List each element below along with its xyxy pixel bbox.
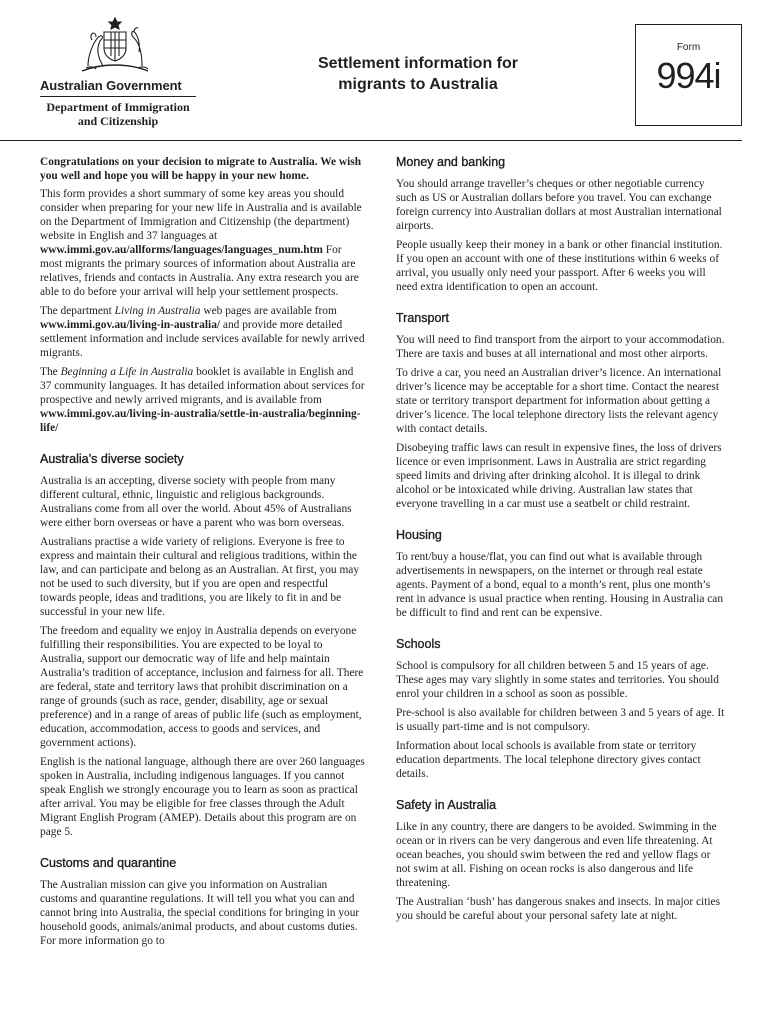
section-heading-schools: Schools — [396, 637, 441, 651]
coat-of-arms-icon — [78, 16, 152, 76]
living-in-australia-link[interactable]: www.immi.gov.au/living-in-australia/ — [40, 319, 221, 331]
intro-p3-text: The — [40, 366, 61, 378]
form-label: Form — [676, 42, 701, 53]
diverse-paragraph-1: Australia is an accepting, diverse society with people from many different cultural, ethnic, linguistic and religious backgrounds. Australians come from all over the world. About 45% of Australians were either born overseas or have a parent who was born overseas. — [40, 475, 352, 529]
safety-paragraph-1: Like in any country, there are dangers to be avoided. Swimming in the ocean or in rivers can be very dangerous and even life threatening. At ocean beaches, you should swim between the red and yellow flags or not swim at all. Fishing on ocean rocks is also dangerous and life threatening. — [396, 821, 717, 889]
department-line-2: and Citizenship — [77, 114, 159, 128]
right-column — [396, 155, 726, 928]
beginning-a-life-title: Beginning a Life in Australia — [60, 366, 194, 378]
intro-p2-text: The department — [40, 305, 115, 317]
department-name — [40, 100, 196, 128]
transport-paragraph-3: Disobeying traffic laws can result in expensive fines, the loss of drivers licence or even imprisonment. Laws in Australia are strict regarding speed limits and driving after drinking alcohol. It is illegal to drink alcohol or be intoxicated while driving. Australian law states that everyone travelling in a car must use a seatbelt or child restraint. — [396, 442, 722, 510]
diverse-paragraph-4: English is the national language, although there are over 260 languages spoken in Australia, including indigenous languages. If you cannot speak English we strongly encourage you to learn as soon as practical after arrival. You may be eligible for free classes through the Adult Migrant English Program (AMEP). Details about this program are on page 5. — [40, 756, 365, 838]
safety-paragraph-2: The Australian ‘bush’ has dangerous snakes and insects. In major cities you should be careful about your personal safety late at night. — [396, 896, 721, 922]
left-column — [40, 155, 365, 953]
government-name: Australian Government — [40, 78, 182, 93]
schools-paragraph-1: School is compulsory for all children between 5 and 15 years of age. These ages may vary slightly in some states and territories. You should enrol your children in a school as soon as possible. — [396, 660, 720, 700]
intro-lead: Congratulations on your decision to migrate to Australia. We wish you well and hope you will be happy in your new home. — [40, 156, 362, 182]
title-line-1: Settlement information for — [317, 55, 518, 72]
header-divider — [0, 140, 742, 141]
intro-p1-text: This form provides a short summary of some key areas you should consider when preparing for your new life in Australia and is available on the Department of Immigration and Citizenship (the department) website in English and 37 languages at — [40, 188, 362, 242]
section-heading-diverse-society: Australia’s diverse society — [40, 452, 184, 466]
section-heading-safety: Safety in Australia — [396, 798, 497, 812]
form-number-box — [635, 24, 742, 126]
divider — [40, 96, 196, 97]
section-heading-housing: Housing — [396, 528, 442, 542]
schools-paragraph-3: Information about local schools is available from state or territory education departments. The local telephone directory gives contact details. — [396, 740, 701, 780]
title-line-2: migrants to Australia — [338, 76, 498, 93]
living-in-australia-title: Living in Australia — [114, 305, 201, 317]
intro-p2-text-2: web pages are available from — [200, 305, 337, 317]
document-title — [290, 53, 546, 95]
form-number: 994i — [656, 55, 721, 96]
schools-paragraph-2: Pre-school is also available for children between 3 and 5 years of age. It is usually part-time and is not compulsory. — [396, 707, 725, 733]
diverse-paragraph-2: Australians practise a wide variety of religions. Everyone is free to express and maintain their cultural and religious traditions, within the law, and can participate and belong as an Australian. At first, you may not be used to such diversity, but if you are open and respectful towards people, ideas and traditions, you are likely to fit in and be successful in your new life. — [40, 536, 360, 618]
section-heading-customs: Customs and quarantine — [40, 856, 177, 870]
intro-paragraph-1 — [40, 187, 365, 299]
transport-paragraph-1: You will need to find transport from the airport to your accommodation. There are taxis and buses at all international and most other airports. — [396, 334, 725, 360]
intro-paragraph-2 — [40, 304, 365, 360]
diverse-paragraph-3: The freedom and equality we enjoy in Australia depends on everyone fulfilling their responsibilities. You are expected to be loyal to Australia, support our democratic way of life and help maintain Australia’s tradition of acceptance, inclusion and fairness for all. There are federal, state and territory laws that prohibit discrimination on a range of grounds (such as race, gender, disability, age or sexual preference) and in a range of areas of public life (such as employment, education, accommodation, access to goods and services, and government actions). — [40, 625, 364, 749]
housing-paragraph-1: To rent/buy a house/flat, you can find out what is available through advertisements in newspapers, on the internet or through real estate agents. Payment of a bond, equal to a month’s rent, plus one month’s rent in advance is usual practice when renting. Housing in Australia can be difficult to find and rent can be expensive. — [396, 551, 724, 619]
languages-link[interactable]: www.immi.gov.au/allforms/languages/languages_num.htm — [40, 244, 323, 256]
section-heading-transport: Transport — [396, 311, 450, 325]
department-line-1: Department of Immigration — [46, 100, 190, 114]
intro-p2-text-3: and provide more detailed settlement information and include services available for newly arrived migrants. — [40, 319, 365, 359]
money-paragraph-1: You should arrange traveller’s cheques or other negotiable currency such as US or Australian dollars before you travel. You can exchange foreign currency into Australian dollars at most Australian international airports. — [396, 178, 722, 232]
section-heading-money: Money and banking — [396, 155, 506, 169]
customs-paragraph-1: The Australian mission can give you information on Australian customs and quarantine regulations. It will tell you what you can and cannot bring into Australia, the special conditions for bringing in your household goods, animals/animal products, and about customs duties. For more information go to — [40, 879, 360, 947]
beginning-life-link[interactable]: www.immi.gov.au/living-in-australia/settle-in-australia/beginning-life/ — [40, 408, 361, 434]
intro-p1-text-2: For most migrants the primary sources of information about Australia are relatives, friends and contacts in Australia. Any extra research you are able to do before your arrival will help your settlement prospects. — [40, 244, 359, 298]
intro-p3-text-2: booklet is available in English and 37 community languages. It has detailed information about services for prospective and newly arrived migrants, and is available from — [40, 366, 365, 406]
intro-paragraph-3 — [40, 365, 365, 435]
money-paragraph-2: People usually keep their money in a bank or other financial institution. If you open an account with one of these institutions within 6 weeks of arrival, you usually only need your passport. After 6 weeks you will need extra identification to open an account. — [396, 239, 723, 293]
transport-paragraph-2: To drive a car, you need an Australian driver’s licence. An international driver’s licence may be acceptable for a short time. Contact the nearest state or territory transport department for information about getting a driver’s licence. The local telephone directory lists the relevant agency with contact details. — [396, 367, 722, 435]
